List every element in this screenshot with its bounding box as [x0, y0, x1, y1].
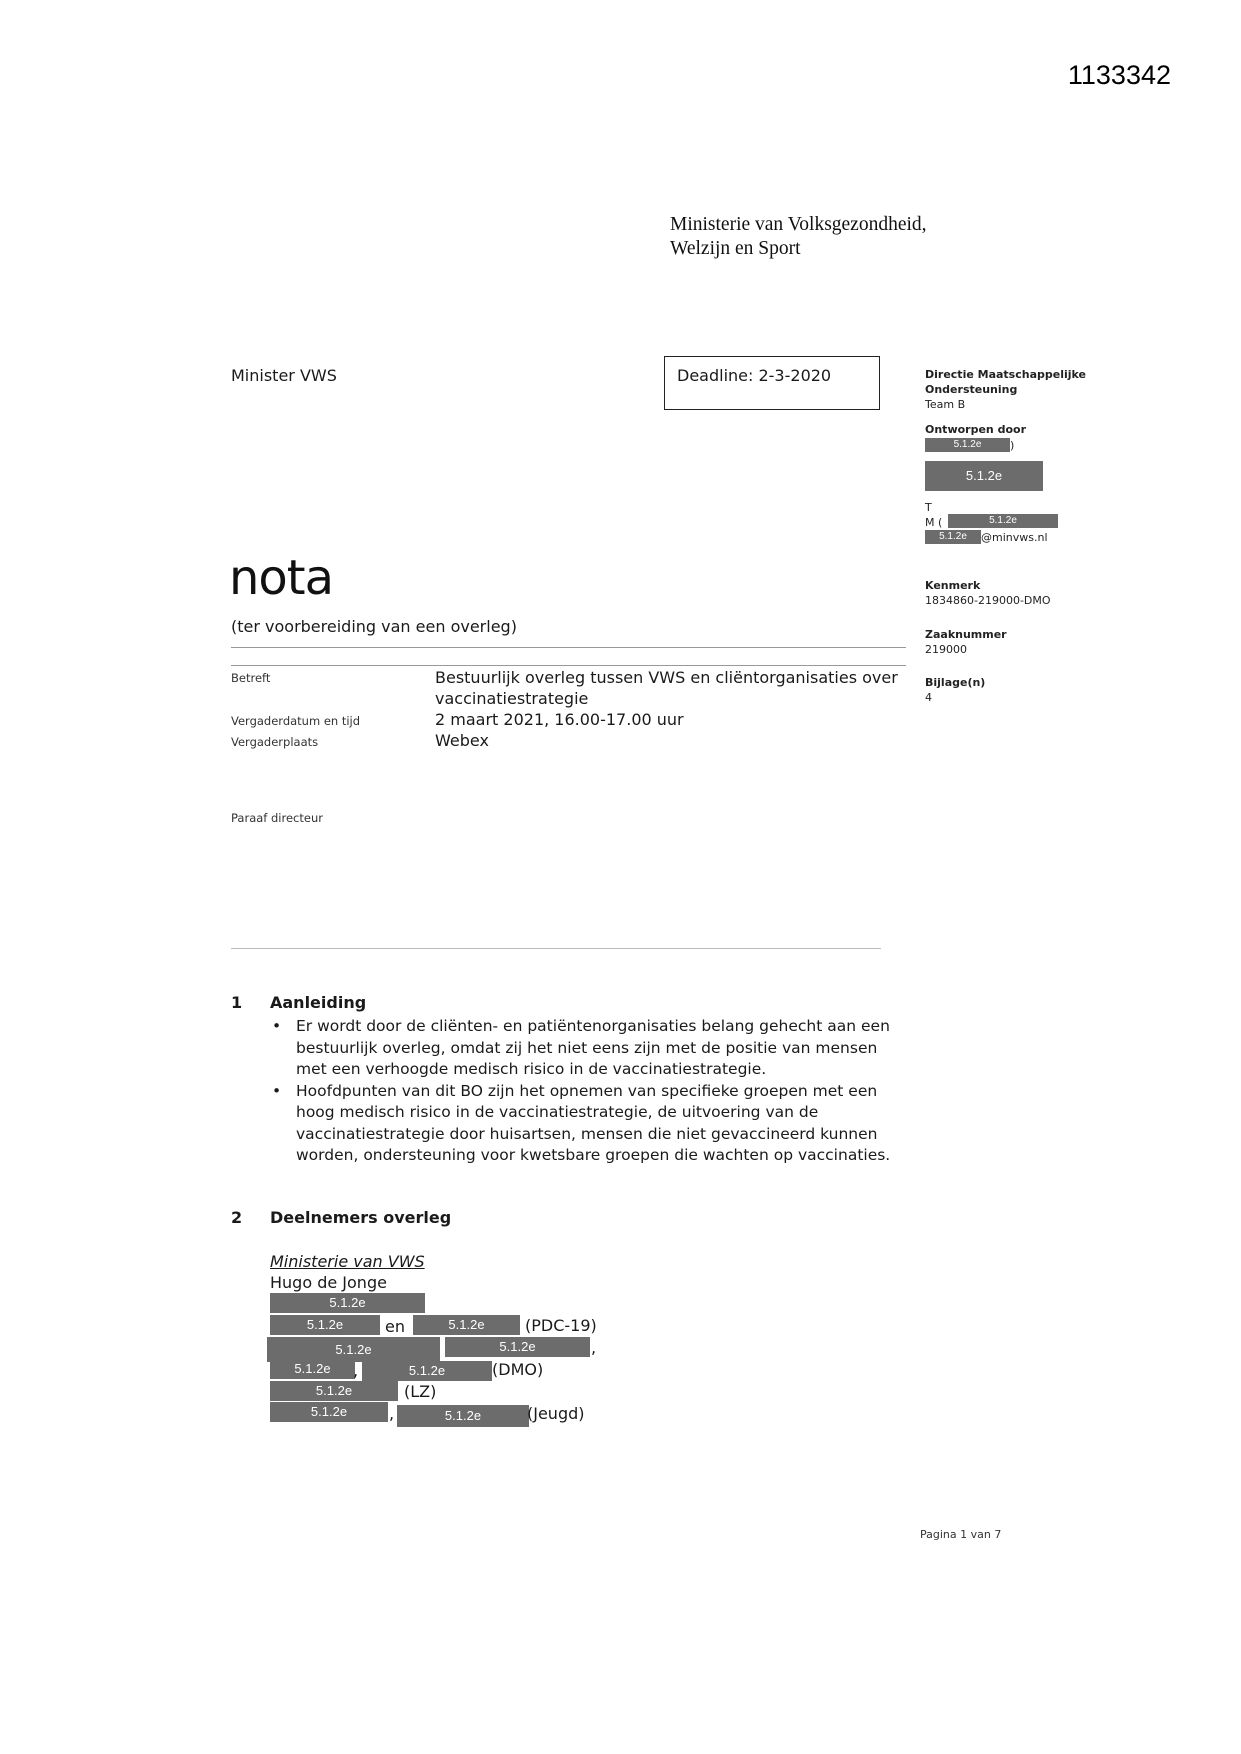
- redaction-block: 5.1.2e: [270, 1402, 388, 1422]
- participant-org: Ministerie van VWS: [270, 1252, 425, 1271]
- participant-dmo: (DMO): [492, 1360, 544, 1379]
- redaction-block: 5.1.2e: [362, 1361, 492, 1381]
- bijlage-label: Bijlage(n): [925, 676, 986, 689]
- paraaf-label: Paraaf directeur: [231, 811, 323, 825]
- bijlage: [925, 675, 985, 705]
- subject-label: Betreft: [231, 671, 271, 685]
- section-1-title: Aanleiding: [270, 993, 367, 1012]
- redaction-block: 5.1.2e: [270, 1315, 380, 1335]
- participant-minister: Hugo de Jonge: [270, 1273, 387, 1292]
- document-title: nota: [229, 550, 334, 606]
- directorate-line-1: Directie Maatschappelijke: [925, 368, 1086, 381]
- participant-pdc: (PDC-19): [525, 1316, 597, 1335]
- participant-en: en: [385, 1317, 405, 1336]
- deadline-box: [664, 356, 880, 410]
- participant-comma: ,: [353, 1361, 359, 1380]
- place-label: Vergaderplaats: [231, 735, 319, 749]
- subject-value: [435, 667, 915, 709]
- addressee: Minister VWS: [231, 366, 337, 385]
- zaaknummer-label: Zaaknummer: [925, 628, 1007, 641]
- email-suffix: @minvws.nl: [981, 531, 1048, 544]
- redaction-block: 5.1.2e: [413, 1315, 520, 1335]
- redaction-block: 5.1.2e: [925, 438, 1010, 452]
- datetime-label: Vergaderdatum en tijd: [231, 714, 361, 728]
- page-number: Pagina 1 van 7: [920, 1528, 1002, 1541]
- document-id: 1133342: [1067, 60, 1171, 90]
- place-value: Webex: [435, 731, 489, 750]
- ministry-line-2: Welzijn en Sport: [670, 238, 801, 259]
- list-item: • Er wordt door de cliënten- en patiëntenorganisaties belang gehecht aan een bestuurlijk overleg, omdat zij het niet eens zijn met de positie van mensen met een verhoogde medisch risico in de vaccinatiestrategie.: [270, 1016, 910, 1081]
- designed-by-paren: ): [1010, 439, 1015, 452]
- divider: [231, 665, 906, 666]
- kenmerk: [925, 578, 1051, 608]
- subject-value-line-2: vaccinatiestrategie: [435, 689, 589, 708]
- datetime-value: 2 maart 2021, 16.00-17.00 uur: [435, 710, 684, 729]
- section-1-bullets: [270, 1016, 910, 1167]
- divider: [231, 948, 881, 949]
- document-subtitle: (ter voorbereiding van een overleg): [231, 617, 517, 636]
- participant-jeugd: (Jeugd): [527, 1404, 585, 1423]
- redaction-block: 5.1.2e: [270, 1381, 398, 1401]
- deadline-text: Deadline: 2-3-2020: [677, 366, 832, 385]
- subject-value-line-1: Bestuurlijk overleg tussen VWS en cliëntorganisaties over: [435, 668, 898, 687]
- bijlage-value: 4: [925, 691, 932, 704]
- redaction-block: 5.1.2e: [948, 514, 1058, 528]
- directorate-line-2: Ondersteuning: [925, 383, 1018, 396]
- redaction-block: 5.1.2e: [397, 1405, 529, 1427]
- redaction-block: 5.1.2e: [445, 1337, 590, 1357]
- section-2-number: 2: [231, 1208, 243, 1227]
- sidebar-directorate: [925, 367, 1086, 412]
- redaction-block: 5.1.2e: [270, 1293, 425, 1313]
- kenmerk-label: Kenmerk: [925, 579, 981, 592]
- ministry-line-1: Ministerie van Volksgezondheid,: [670, 214, 927, 235]
- zaaknummer-value: 219000: [925, 643, 967, 656]
- redaction-block: 5.1.2e: [270, 1359, 355, 1379]
- section-1-number: 1: [231, 993, 243, 1012]
- phone-label: T: [925, 501, 932, 514]
- redaction-block: 5.1.2e: [267, 1337, 440, 1362]
- section-2-title: Deelnemers overleg: [270, 1208, 452, 1227]
- mobile-label: M (: [925, 516, 943, 529]
- participant-lz: (LZ): [404, 1382, 437, 1401]
- zaaknummer: [925, 627, 1007, 657]
- participant-comma: ,: [591, 1338, 597, 1357]
- participant-comma: ,: [389, 1404, 395, 1423]
- designed-by-label: Ontworpen door: [925, 423, 1026, 436]
- list-item: • Hoofdpunten van dit BO zijn het opnemen van specifieke groepen met een hoog medisch risico in de vaccinatiestrategie, de uitvoering van de vaccinatiestrategie door huisartsen, mensen die niet gevaccineerd kunnen worden, ondersteuning voor kwetsbare groepen die wachten op vaccinaties.: [270, 1081, 910, 1167]
- redaction-block: 5.1.2e: [925, 530, 981, 544]
- redaction-block: 5.1.2e: [925, 461, 1043, 491]
- divider: [231, 647, 906, 648]
- team-name: Team B: [925, 398, 966, 411]
- kenmerk-value: 1834860-219000-DMO: [925, 594, 1051, 607]
- ministry-logo-text: [670, 213, 927, 261]
